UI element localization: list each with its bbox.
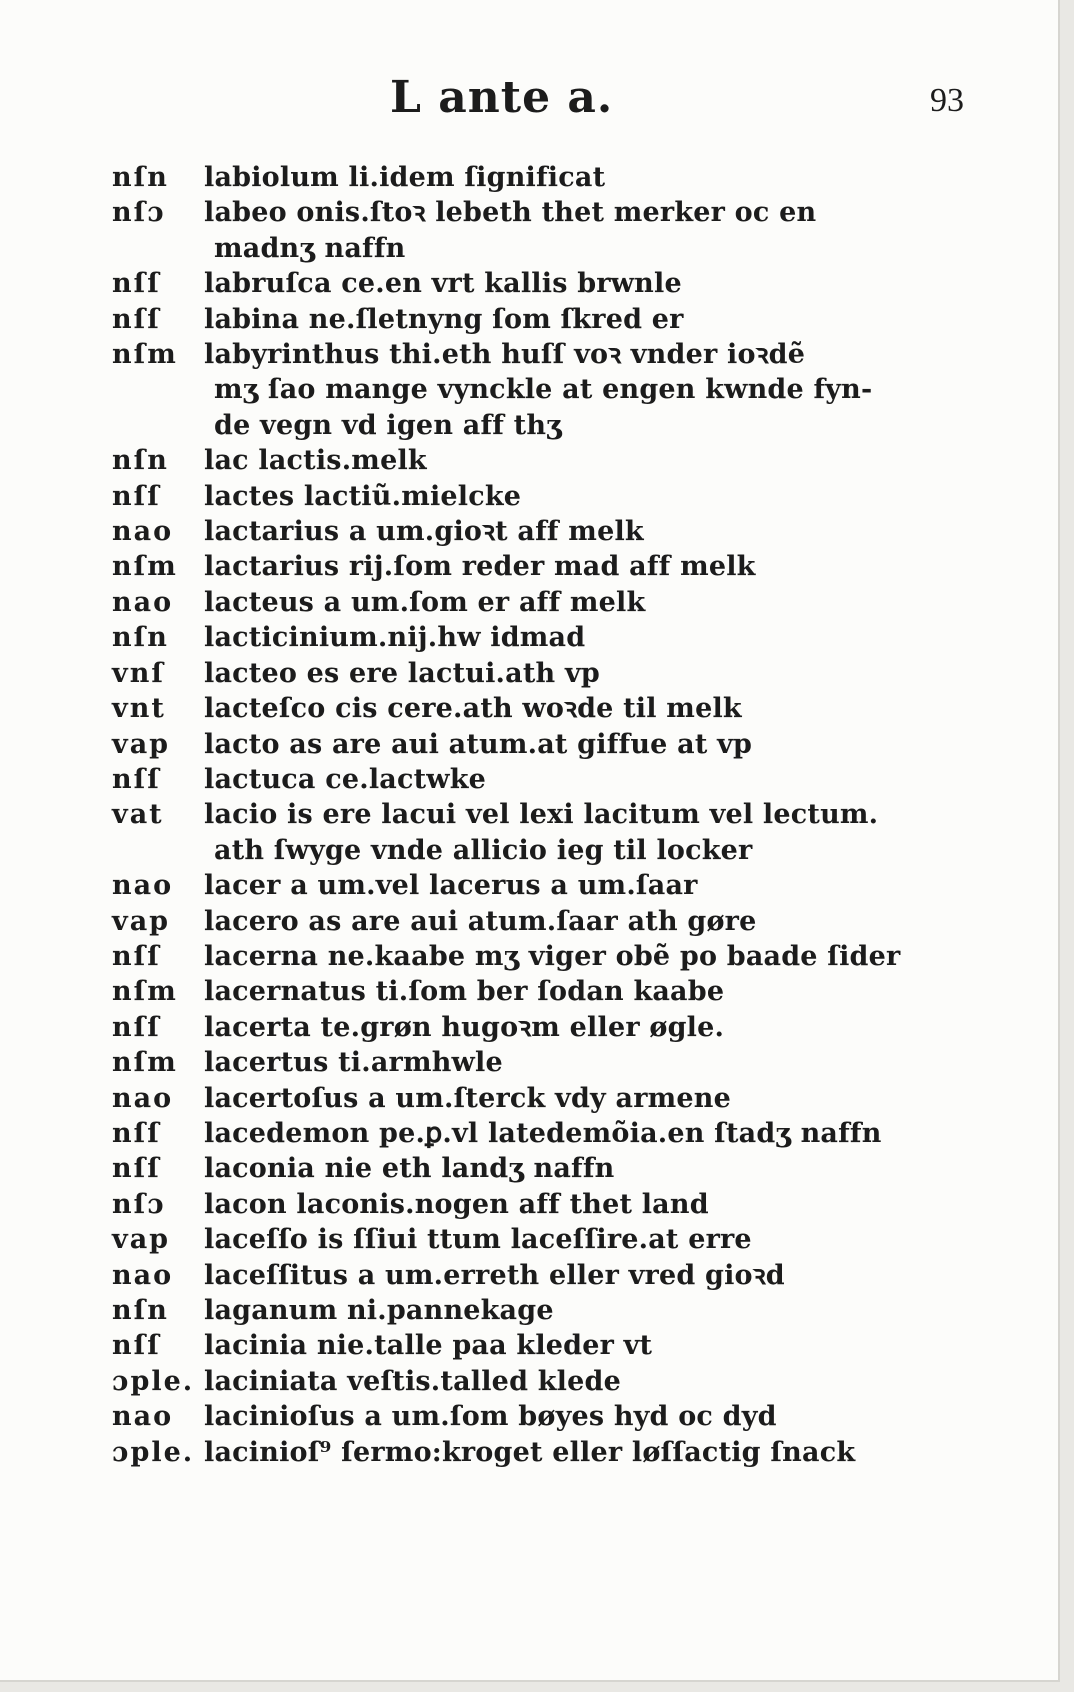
entry-headword-definition: lacernatus ti.ſom ber ſodan kaabe	[204, 976, 725, 1008]
grammar-code: nſſ	[112, 1330, 161, 1362]
grammar-code: vnſ	[112, 657, 165, 689]
entry-text	[204, 1222, 1052, 1257]
dictionary-entry	[112, 868, 1052, 903]
grammar-code: nſſ	[112, 480, 161, 512]
entry-headword-definition: lacedemon pe.ꝑ.vl latedemõia.en ſtadʒ naffn	[204, 1117, 882, 1149]
entry-text	[204, 266, 1052, 301]
grammar-code: nſm	[112, 551, 178, 583]
entry-headword-definition: lacertus ti.armhwle	[204, 1047, 503, 1079]
entry-headword-definition: labina ne.ſletnyng ſom ſkred er	[204, 303, 684, 335]
page-number: 93	[930, 82, 964, 119]
entry-text	[204, 1435, 1052, 1470]
entry-text	[204, 337, 1052, 443]
entry-headword-definition: lacio is ere lacui vel lexi lacitum vel lectum.	[204, 799, 879, 831]
entry-headword-definition: laceſſitus a um.erreth eller vred gioꝛd	[204, 1259, 785, 1291]
entry-text	[204, 549, 1052, 584]
entry-headword-definition: lacerna ne.kaabe mʒ viger obẽ po baade ſider	[204, 940, 901, 972]
dictionary-entry	[112, 656, 1052, 691]
entry-continuation: ath ſwyge vnde allicio ieg til locker	[214, 834, 753, 866]
entry-headword-definition: laciniata veſtis.talled klede	[204, 1365, 621, 1397]
entry-text	[204, 479, 1052, 514]
dictionary-entry	[112, 160, 1052, 195]
entry-text	[204, 1258, 1052, 1293]
dictionary-entry	[112, 1328, 1052, 1363]
dictionary-entry	[112, 337, 1052, 443]
grammar-code: nſſ	[112, 268, 161, 300]
dictionary-entry	[112, 195, 1052, 266]
entry-text	[204, 1081, 1052, 1116]
entry-text	[204, 1328, 1052, 1363]
entry-continuation: mʒ ſao mange vynckle at engen kwnde fyn- de vegn vd igen aff thʒ	[214, 374, 873, 441]
entry-headword-definition: lacteus a um.ſom er aff melk	[204, 586, 646, 618]
entry-text	[204, 691, 1052, 726]
entry-headword-definition: laganum ni.pannekage	[204, 1295, 554, 1326]
dictionary-entry	[112, 904, 1052, 939]
entry-text	[204, 1293, 1052, 1328]
entry-headword-definition: lacon laconis.nogen aff thet land	[204, 1188, 709, 1220]
entry-headword-definition: laceſſo is ſſiui ttum laceſſire.at erre	[204, 1224, 752, 1256]
dictionary-entry	[112, 514, 1052, 549]
entry-text	[204, 585, 1052, 620]
grammar-code: nſn	[112, 445, 169, 477]
entry-headword-definition: labeo onis.ſtoꝛ lebeth thet merker oc en	[204, 197, 817, 229]
entry-headword-definition: lactarius rij.ſom reder mad aff melk	[204, 551, 756, 583]
grammar-code: nſſ	[112, 940, 161, 972]
entry-headword-definition: lacinia nie.talle paa kleder vt	[204, 1330, 653, 1362]
entry-headword-definition: lacticinium.nij.hw idmad	[204, 622, 586, 654]
entry-text	[204, 868, 1052, 903]
dictionary-entry	[112, 1399, 1052, 1434]
entry-text	[204, 160, 1052, 195]
grammar-code: nao	[112, 1082, 174, 1114]
entry-text	[204, 1399, 1052, 1434]
dictionary-entry	[112, 1151, 1052, 1186]
page-header	[0, 72, 1058, 132]
grammar-code: nſm	[112, 1047, 178, 1079]
dictionary-entry	[112, 1187, 1052, 1222]
entry-text	[204, 1045, 1052, 1080]
grammar-code: nſſ	[112, 763, 161, 795]
entry-headword-definition: labruſca ce.en vrt kallis brwnle	[204, 268, 682, 300]
dictionary-entry	[112, 797, 1052, 868]
grammar-code: nſſ	[112, 1011, 161, 1043]
entry-headword-definition: labyrinthus thi.eth huſſ voꝛ vnder ioꝛdẽ	[204, 339, 806, 371]
entry-headword-definition: lactuca ce.lactwke	[204, 763, 487, 795]
entry-text	[204, 1116, 1052, 1151]
grammar-code: nſm	[112, 339, 178, 371]
entry-headword-definition: lactes lactiũ.mielcke	[204, 480, 522, 512]
entry-text	[204, 620, 1052, 655]
dictionary-entry	[112, 443, 1052, 478]
grammar-code: nao	[112, 586, 174, 618]
entry-text	[204, 1151, 1052, 1186]
entry-text	[204, 1364, 1052, 1399]
grammar-code: nao	[112, 1401, 174, 1433]
dictionary-entry	[112, 974, 1052, 1009]
dictionary-entry	[112, 727, 1052, 762]
dictionary-entry	[112, 691, 1052, 726]
dictionary-entry	[112, 266, 1052, 301]
entry-text	[204, 195, 1052, 266]
entry-text	[204, 762, 1052, 797]
dictionary-entry	[112, 1293, 1052, 1328]
grammar-code: nſɔ	[112, 197, 166, 229]
entry-text	[204, 939, 1052, 974]
grammar-code: nao	[112, 1259, 174, 1291]
dictionary-entry	[112, 1435, 1052, 1470]
dictionary-entry	[112, 1116, 1052, 1151]
entry-list	[112, 160, 1052, 1470]
grammar-code: ɔple.	[112, 1436, 195, 1468]
dictionary-entry	[112, 1364, 1052, 1399]
dictionary-entry	[112, 620, 1052, 655]
entry-text	[204, 797, 1052, 868]
entry-headword-definition: labiolum li.idem ſignificat	[204, 162, 606, 193]
entry-text	[204, 1187, 1052, 1222]
page-title: L ante a.	[390, 72, 614, 123]
entry-headword-definition: lacteo es ere lactui.ath vp	[204, 657, 600, 689]
grammar-code: nſſ	[112, 1117, 161, 1149]
entry-text	[204, 302, 1052, 337]
entry-headword-definition: lacinioſ⁹ ſermo:kroget eller løſſactig ſnack	[204, 1436, 856, 1468]
entry-headword-definition: lac lactis.melk	[204, 445, 427, 477]
dictionary-entry	[112, 1045, 1052, 1080]
dictionary-entry	[112, 1010, 1052, 1045]
dictionary-entry	[112, 585, 1052, 620]
grammar-code: nſſ	[112, 303, 161, 335]
dictionary-entry	[112, 479, 1052, 514]
entry-text	[204, 443, 1052, 478]
entry-text	[204, 727, 1052, 762]
grammar-code: nſn	[112, 622, 169, 654]
entry-continuation: madnʒ naffn	[214, 232, 406, 264]
dictionary-entry	[112, 1222, 1052, 1257]
entry-headword-definition: lacertoſus a um.ſterck vdy armene	[204, 1082, 731, 1114]
grammar-code: vnt	[112, 693, 166, 725]
entry-headword-definition: lacinioſus a um.ſom bøyes hyd oc dyd	[204, 1401, 777, 1433]
dictionary-entry	[112, 939, 1052, 974]
entry-headword-definition: lacer a um.vel lacerus a um.ſaar	[204, 870, 698, 902]
dictionary-entry	[112, 302, 1052, 337]
entry-text	[204, 656, 1052, 691]
dictionary-entry	[112, 1258, 1052, 1293]
dictionary-entry	[112, 549, 1052, 584]
entry-headword-definition: lacerta te.grøn hugoꝛm eller øgle.	[204, 1011, 725, 1043]
grammar-code: nſɔ	[112, 1188, 166, 1220]
entry-headword-definition: lacto as are aui atum.at giffue at vp	[204, 728, 753, 760]
grammar-code: nſſ	[112, 1153, 161, 1185]
entry-headword-definition: lacero as are aui atum.ſaar ath gøre	[204, 905, 757, 937]
grammar-code: nſn	[112, 1295, 169, 1326]
entry-headword-definition: lactarius a um.gioꝛt aff melk	[204, 516, 644, 548]
entry-text	[204, 974, 1052, 1009]
grammar-code: nſm	[112, 976, 178, 1008]
grammar-code: ɔple.	[112, 1365, 195, 1397]
grammar-code: vap	[112, 1224, 171, 1256]
entry-headword-definition: lacteſco cis cere.ath woꝛde til melk	[204, 693, 742, 725]
dictionary-entry	[112, 762, 1052, 797]
entry-text	[204, 904, 1052, 939]
grammar-code: nſn	[112, 162, 169, 193]
grammar-code: vap	[112, 905, 171, 937]
grammar-code: vat	[112, 799, 164, 831]
grammar-code: nao	[112, 516, 174, 548]
entry-text	[204, 514, 1052, 549]
grammar-code: nao	[112, 870, 174, 902]
grammar-code: vap	[112, 728, 171, 760]
dictionary-entry	[112, 1081, 1052, 1116]
entry-text	[204, 1010, 1052, 1045]
entry-headword-definition: laconia nie eth landʒ naffn	[204, 1153, 615, 1185]
